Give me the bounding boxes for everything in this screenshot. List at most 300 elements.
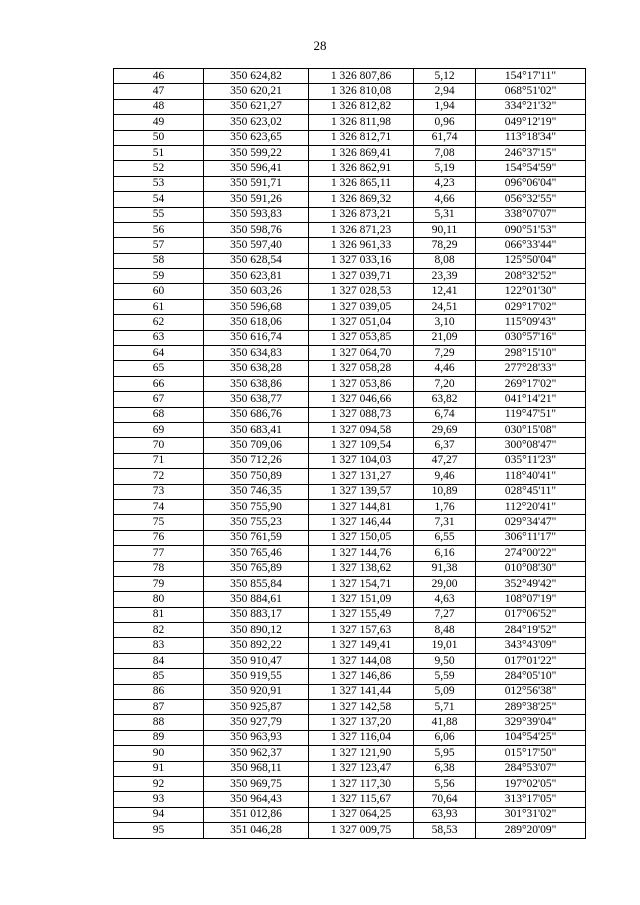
x-coordinate-cell: 350 638,86 bbox=[204, 376, 309, 391]
bearing-cell: 012°56'38" bbox=[476, 684, 586, 699]
y-coordinate-cell: 1 327 115,67 bbox=[309, 792, 414, 807]
bearing-cell: 035°11'23" bbox=[476, 453, 586, 468]
x-coordinate-cell: 350 628,54 bbox=[204, 253, 309, 268]
point-number-cell: 92 bbox=[114, 776, 204, 791]
point-number-cell: 72 bbox=[114, 469, 204, 484]
point-number-cell: 95 bbox=[114, 823, 204, 838]
y-coordinate-cell: 1 327 146,86 bbox=[309, 669, 414, 684]
table-row bbox=[114, 161, 586, 176]
table-row bbox=[114, 438, 586, 453]
y-coordinate-cell: 1 326 869,41 bbox=[309, 145, 414, 160]
distance-cell: 78,29 bbox=[414, 238, 476, 253]
bearing-cell: 277°28'33" bbox=[476, 361, 586, 376]
y-coordinate-cell: 1 327 104,03 bbox=[309, 453, 414, 468]
distance-cell: 6,74 bbox=[414, 407, 476, 422]
x-coordinate-cell: 350 596,41 bbox=[204, 161, 309, 176]
point-number-cell: 73 bbox=[114, 484, 204, 499]
x-coordinate-cell: 350 624,82 bbox=[204, 69, 309, 84]
y-coordinate-cell: 1 327 009,75 bbox=[309, 823, 414, 838]
bearing-cell: 284°19'52" bbox=[476, 623, 586, 638]
y-coordinate-cell: 1 327 144,81 bbox=[309, 499, 414, 514]
distance-cell: 63,82 bbox=[414, 392, 476, 407]
y-coordinate-cell: 1 327 150,05 bbox=[309, 530, 414, 545]
point-number-cell: 82 bbox=[114, 623, 204, 638]
y-coordinate-cell: 1 326 811,98 bbox=[309, 115, 414, 130]
bearing-cell: 029°17'02" bbox=[476, 299, 586, 314]
point-number-cell: 67 bbox=[114, 392, 204, 407]
distance-cell: 4,66 bbox=[414, 192, 476, 207]
distance-cell: 7,20 bbox=[414, 376, 476, 391]
y-coordinate-cell: 1 327 053,85 bbox=[309, 330, 414, 345]
distance-cell: 9,46 bbox=[414, 469, 476, 484]
bearing-cell: 125°50'04" bbox=[476, 253, 586, 268]
table-row bbox=[114, 222, 586, 237]
table-row bbox=[114, 592, 586, 607]
y-coordinate-cell: 1 326 961,33 bbox=[309, 238, 414, 253]
x-coordinate-cell: 350 623,81 bbox=[204, 269, 309, 284]
table-row bbox=[114, 407, 586, 422]
table-row bbox=[114, 576, 586, 591]
distance-cell: 7,27 bbox=[414, 607, 476, 622]
y-coordinate-cell: 1 327 123,47 bbox=[309, 761, 414, 776]
distance-cell: 5,19 bbox=[414, 161, 476, 176]
point-number-cell: 50 bbox=[114, 130, 204, 145]
table-row bbox=[114, 546, 586, 561]
bearing-cell: 017°06'52" bbox=[476, 607, 586, 622]
table-row bbox=[114, 84, 586, 99]
distance-cell: 7,31 bbox=[414, 515, 476, 530]
bearing-cell: 154°54'59" bbox=[476, 161, 586, 176]
x-coordinate-cell: 350 623,02 bbox=[204, 115, 309, 130]
y-coordinate-cell: 1 327 131,27 bbox=[309, 469, 414, 484]
y-coordinate-cell: 1 327 146,44 bbox=[309, 515, 414, 530]
table-row bbox=[114, 561, 586, 576]
point-number-cell: 63 bbox=[114, 330, 204, 345]
y-coordinate-cell: 1 326 807,86 bbox=[309, 69, 414, 84]
y-coordinate-cell: 1 326 810,08 bbox=[309, 84, 414, 99]
table-row bbox=[114, 653, 586, 668]
table-row bbox=[114, 807, 586, 822]
x-coordinate-cell: 350 712,26 bbox=[204, 453, 309, 468]
bearing-cell: 197°02'05" bbox=[476, 776, 586, 791]
bearing-cell: 154°17'11" bbox=[476, 69, 586, 84]
x-coordinate-cell: 350 616,74 bbox=[204, 330, 309, 345]
x-coordinate-cell: 350 969,75 bbox=[204, 776, 309, 791]
point-number-cell: 85 bbox=[114, 669, 204, 684]
x-coordinate-cell: 350 634,83 bbox=[204, 346, 309, 361]
bearing-cell: 113°18'34" bbox=[476, 130, 586, 145]
bearing-cell: 208°32'52" bbox=[476, 269, 586, 284]
distance-cell: 5,59 bbox=[414, 669, 476, 684]
table-row bbox=[114, 715, 586, 730]
y-coordinate-cell: 1 326 873,21 bbox=[309, 207, 414, 222]
bearing-cell: 338°07'07" bbox=[476, 207, 586, 222]
table-row bbox=[114, 469, 586, 484]
x-coordinate-cell: 350 618,06 bbox=[204, 315, 309, 330]
x-coordinate-cell: 350 591,26 bbox=[204, 192, 309, 207]
point-number-cell: 47 bbox=[114, 84, 204, 99]
y-coordinate-cell: 1 327 028,53 bbox=[309, 284, 414, 299]
y-coordinate-cell: 1 326 812,71 bbox=[309, 130, 414, 145]
bearing-cell: 343°43'09" bbox=[476, 638, 586, 653]
bearing-cell: 112°20'41" bbox=[476, 499, 586, 514]
table-row bbox=[114, 684, 586, 699]
y-coordinate-cell: 1 327 039,71 bbox=[309, 269, 414, 284]
point-number-cell: 60 bbox=[114, 284, 204, 299]
bearing-cell: 334°21'32" bbox=[476, 99, 586, 114]
y-coordinate-cell: 1 327 058,28 bbox=[309, 361, 414, 376]
distance-cell: 9,50 bbox=[414, 653, 476, 668]
bearing-cell: 301°31'02" bbox=[476, 807, 586, 822]
bearing-cell: 269°17'02" bbox=[476, 376, 586, 391]
distance-cell: 63,93 bbox=[414, 807, 476, 822]
x-coordinate-cell: 350 746,35 bbox=[204, 484, 309, 499]
x-coordinate-cell: 350 892,22 bbox=[204, 638, 309, 653]
distance-cell: 5,09 bbox=[414, 684, 476, 699]
point-number-cell: 78 bbox=[114, 561, 204, 576]
x-coordinate-cell: 350 765,89 bbox=[204, 561, 309, 576]
coordinates-table-body bbox=[114, 69, 586, 839]
bearing-cell: 118°40'41" bbox=[476, 469, 586, 484]
point-number-cell: 77 bbox=[114, 546, 204, 561]
table-row bbox=[114, 253, 586, 268]
point-number-cell: 66 bbox=[114, 376, 204, 391]
distance-cell: 5,56 bbox=[414, 776, 476, 791]
table-row bbox=[114, 422, 586, 437]
distance-cell: 5,31 bbox=[414, 207, 476, 222]
bearing-cell: 284°05'10" bbox=[476, 669, 586, 684]
distance-cell: 4,23 bbox=[414, 176, 476, 191]
x-coordinate-cell: 350 683,41 bbox=[204, 422, 309, 437]
y-coordinate-cell: 1 327 121,90 bbox=[309, 746, 414, 761]
y-coordinate-cell: 1 326 865,11 bbox=[309, 176, 414, 191]
bearing-cell: 015°17'50" bbox=[476, 746, 586, 761]
y-coordinate-cell: 1 326 869,32 bbox=[309, 192, 414, 207]
point-number-cell: 55 bbox=[114, 207, 204, 222]
x-coordinate-cell: 350 623,65 bbox=[204, 130, 309, 145]
y-coordinate-cell: 1 327 155,49 bbox=[309, 607, 414, 622]
distance-cell: 12,41 bbox=[414, 284, 476, 299]
point-number-cell: 68 bbox=[114, 407, 204, 422]
x-coordinate-cell: 350 963,93 bbox=[204, 730, 309, 745]
bearing-cell: 289°20'09" bbox=[476, 823, 586, 838]
y-coordinate-cell: 1 327 149,41 bbox=[309, 638, 414, 653]
point-number-cell: 86 bbox=[114, 684, 204, 699]
y-coordinate-cell: 1 327 144,76 bbox=[309, 546, 414, 561]
x-coordinate-cell: 350 621,27 bbox=[204, 99, 309, 114]
distance-cell: 3,10 bbox=[414, 315, 476, 330]
distance-cell: 41,88 bbox=[414, 715, 476, 730]
point-number-cell: 46 bbox=[114, 69, 204, 84]
table-row bbox=[114, 145, 586, 160]
point-number-cell: 65 bbox=[114, 361, 204, 376]
bearing-cell: 122°01'30" bbox=[476, 284, 586, 299]
x-coordinate-cell: 350 598,76 bbox=[204, 222, 309, 237]
bearing-cell: 056°32'55" bbox=[476, 192, 586, 207]
point-number-cell: 87 bbox=[114, 700, 204, 715]
distance-cell: 6,16 bbox=[414, 546, 476, 561]
point-number-cell: 58 bbox=[114, 253, 204, 268]
distance-cell: 21,09 bbox=[414, 330, 476, 345]
distance-cell: 91,38 bbox=[414, 561, 476, 576]
table-row bbox=[114, 776, 586, 791]
point-number-cell: 94 bbox=[114, 807, 204, 822]
bearing-cell: 041°14'21" bbox=[476, 392, 586, 407]
x-coordinate-cell: 350 927,79 bbox=[204, 715, 309, 730]
bearing-cell: 104°54'25" bbox=[476, 730, 586, 745]
point-number-cell: 64 bbox=[114, 346, 204, 361]
x-coordinate-cell: 350 919,55 bbox=[204, 669, 309, 684]
y-coordinate-cell: 1 327 053,86 bbox=[309, 376, 414, 391]
bearing-cell: 017°01'22" bbox=[476, 653, 586, 668]
bearing-cell: 246°37'15" bbox=[476, 145, 586, 160]
x-coordinate-cell: 350 596,68 bbox=[204, 299, 309, 314]
bearing-cell: 030°15'08" bbox=[476, 422, 586, 437]
x-coordinate-cell: 350 925,87 bbox=[204, 700, 309, 715]
x-coordinate-cell: 350 597,40 bbox=[204, 238, 309, 253]
bearing-cell: 313°17'05" bbox=[476, 792, 586, 807]
bearing-cell: 289°38'25" bbox=[476, 700, 586, 715]
distance-cell: 5,95 bbox=[414, 746, 476, 761]
table-row bbox=[114, 238, 586, 253]
x-coordinate-cell: 350 755,90 bbox=[204, 499, 309, 514]
distance-cell: 1,94 bbox=[414, 99, 476, 114]
bearing-cell: 049°12'19" bbox=[476, 115, 586, 130]
table-row bbox=[114, 315, 586, 330]
table-row bbox=[114, 99, 586, 114]
distance-cell: 19,01 bbox=[414, 638, 476, 653]
y-coordinate-cell: 1 327 139,57 bbox=[309, 484, 414, 499]
table-row bbox=[114, 361, 586, 376]
point-number-cell: 61 bbox=[114, 299, 204, 314]
table-row bbox=[114, 346, 586, 361]
point-number-cell: 89 bbox=[114, 730, 204, 745]
x-coordinate-cell: 350 765,46 bbox=[204, 546, 309, 561]
point-number-cell: 70 bbox=[114, 438, 204, 453]
distance-cell: 24,51 bbox=[414, 299, 476, 314]
point-number-cell: 52 bbox=[114, 161, 204, 176]
x-coordinate-cell: 350 750,89 bbox=[204, 469, 309, 484]
bearing-cell: 090°51'53" bbox=[476, 222, 586, 237]
table-row bbox=[114, 623, 586, 638]
table-row bbox=[114, 746, 586, 761]
point-number-cell: 56 bbox=[114, 222, 204, 237]
x-coordinate-cell: 350 599,22 bbox=[204, 145, 309, 160]
y-coordinate-cell: 1 326 862,91 bbox=[309, 161, 414, 176]
point-number-cell: 53 bbox=[114, 176, 204, 191]
point-number-cell: 79 bbox=[114, 576, 204, 591]
bearing-cell: 352°49'42" bbox=[476, 576, 586, 591]
table-row bbox=[114, 669, 586, 684]
y-coordinate-cell: 1 327 088,73 bbox=[309, 407, 414, 422]
table-row bbox=[114, 484, 586, 499]
table-row bbox=[114, 607, 586, 622]
point-number-cell: 91 bbox=[114, 761, 204, 776]
y-coordinate-cell: 1 327 151,09 bbox=[309, 592, 414, 607]
y-coordinate-cell: 1 326 812,82 bbox=[309, 99, 414, 114]
distance-cell: 8,08 bbox=[414, 253, 476, 268]
table-row bbox=[114, 761, 586, 776]
table-row bbox=[114, 115, 586, 130]
distance-cell: 2,94 bbox=[414, 84, 476, 99]
distance-cell: 29,00 bbox=[414, 576, 476, 591]
table-row bbox=[114, 207, 586, 222]
y-coordinate-cell: 1 327 138,62 bbox=[309, 561, 414, 576]
distance-cell: 70,64 bbox=[414, 792, 476, 807]
distance-cell: 6,37 bbox=[414, 438, 476, 453]
x-coordinate-cell: 350 593,83 bbox=[204, 207, 309, 222]
bearing-cell: 066°33'44" bbox=[476, 238, 586, 253]
x-coordinate-cell: 350 591,71 bbox=[204, 176, 309, 191]
x-coordinate-cell: 350 964,43 bbox=[204, 792, 309, 807]
table-row bbox=[114, 700, 586, 715]
y-coordinate-cell: 1 327 064,25 bbox=[309, 807, 414, 822]
table-row bbox=[114, 792, 586, 807]
point-number-cell: 93 bbox=[114, 792, 204, 807]
distance-cell: 58,53 bbox=[414, 823, 476, 838]
distance-cell: 23,39 bbox=[414, 269, 476, 284]
point-number-cell: 75 bbox=[114, 515, 204, 530]
y-coordinate-cell: 1 327 154,71 bbox=[309, 576, 414, 591]
table-row bbox=[114, 284, 586, 299]
x-coordinate-cell: 350 620,21 bbox=[204, 84, 309, 99]
point-number-cell: 51 bbox=[114, 145, 204, 160]
table-row bbox=[114, 176, 586, 191]
table-row bbox=[114, 530, 586, 545]
table-row bbox=[114, 269, 586, 284]
distance-cell: 4,46 bbox=[414, 361, 476, 376]
table-row bbox=[114, 299, 586, 314]
y-coordinate-cell: 1 326 871,23 bbox=[309, 222, 414, 237]
x-coordinate-cell: 350 890,12 bbox=[204, 623, 309, 638]
table-row bbox=[114, 376, 586, 391]
x-coordinate-cell: 350 709,06 bbox=[204, 438, 309, 453]
distance-cell: 6,55 bbox=[414, 530, 476, 545]
bearing-cell: 010°08'30" bbox=[476, 561, 586, 576]
table-row bbox=[114, 823, 586, 838]
y-coordinate-cell: 1 327 046,66 bbox=[309, 392, 414, 407]
x-coordinate-cell: 350 755,23 bbox=[204, 515, 309, 530]
table-row bbox=[114, 192, 586, 207]
distance-cell: 1,76 bbox=[414, 499, 476, 514]
point-number-cell: 90 bbox=[114, 746, 204, 761]
x-coordinate-cell: 350 910,47 bbox=[204, 653, 309, 668]
y-coordinate-cell: 1 327 142,58 bbox=[309, 700, 414, 715]
table-row bbox=[114, 392, 586, 407]
point-number-cell: 84 bbox=[114, 653, 204, 668]
x-coordinate-cell: 350 962,37 bbox=[204, 746, 309, 761]
distance-cell: 61,74 bbox=[414, 130, 476, 145]
bearing-cell: 030°57'16" bbox=[476, 330, 586, 345]
y-coordinate-cell: 1 327 109,54 bbox=[309, 438, 414, 453]
x-coordinate-cell: 350 884,61 bbox=[204, 592, 309, 607]
x-coordinate-cell: 350 638,77 bbox=[204, 392, 309, 407]
distance-cell: 7,29 bbox=[414, 346, 476, 361]
distance-cell: 47,27 bbox=[414, 453, 476, 468]
point-number-cell: 88 bbox=[114, 715, 204, 730]
y-coordinate-cell: 1 327 051,04 bbox=[309, 315, 414, 330]
distance-cell: 0,96 bbox=[414, 115, 476, 130]
point-number-cell: 76 bbox=[114, 530, 204, 545]
page-number: 28 bbox=[313, 38, 327, 53]
bearing-cell: 028°45'11" bbox=[476, 484, 586, 499]
y-coordinate-cell: 1 327 144,08 bbox=[309, 653, 414, 668]
point-number-cell: 59 bbox=[114, 269, 204, 284]
bearing-cell: 115°09'43" bbox=[476, 315, 586, 330]
distance-cell: 10,89 bbox=[414, 484, 476, 499]
x-coordinate-cell: 350 920,91 bbox=[204, 684, 309, 699]
point-number-cell: 69 bbox=[114, 422, 204, 437]
table-row bbox=[114, 515, 586, 530]
distance-cell: 8,48 bbox=[414, 623, 476, 638]
x-coordinate-cell: 350 855,84 bbox=[204, 576, 309, 591]
y-coordinate-cell: 1 327 064,70 bbox=[309, 346, 414, 361]
point-number-cell: 54 bbox=[114, 192, 204, 207]
bearing-cell: 119°47'51" bbox=[476, 407, 586, 422]
table-row bbox=[114, 730, 586, 745]
y-coordinate-cell: 1 327 117,30 bbox=[309, 776, 414, 791]
x-coordinate-cell: 351 046,28 bbox=[204, 823, 309, 838]
point-number-cell: 81 bbox=[114, 607, 204, 622]
distance-cell: 5,71 bbox=[414, 700, 476, 715]
table-row bbox=[114, 638, 586, 653]
bearing-cell: 300°08'47" bbox=[476, 438, 586, 453]
x-coordinate-cell: 350 638,28 bbox=[204, 361, 309, 376]
bearing-cell: 284°53'07" bbox=[476, 761, 586, 776]
point-number-cell: 74 bbox=[114, 499, 204, 514]
table-row bbox=[114, 453, 586, 468]
distance-cell: 29,69 bbox=[414, 422, 476, 437]
bearing-cell: 108°07'19" bbox=[476, 592, 586, 607]
y-coordinate-cell: 1 327 116,04 bbox=[309, 730, 414, 745]
distance-cell: 7,08 bbox=[414, 145, 476, 160]
distance-cell: 90,11 bbox=[414, 222, 476, 237]
table-row bbox=[114, 330, 586, 345]
distance-cell: 4,63 bbox=[414, 592, 476, 607]
point-number-cell: 48 bbox=[114, 99, 204, 114]
x-coordinate-cell: 350 883,17 bbox=[204, 607, 309, 622]
table-row bbox=[114, 499, 586, 514]
bearing-cell: 029°34'47" bbox=[476, 515, 586, 530]
point-number-cell: 62 bbox=[114, 315, 204, 330]
distance-cell: 6,38 bbox=[414, 761, 476, 776]
bearing-cell: 096°06'04" bbox=[476, 176, 586, 191]
x-coordinate-cell: 350 761,59 bbox=[204, 530, 309, 545]
y-coordinate-cell: 1 327 157,63 bbox=[309, 623, 414, 638]
point-number-cell: 83 bbox=[114, 638, 204, 653]
point-number-cell: 80 bbox=[114, 592, 204, 607]
y-coordinate-cell: 1 327 033,16 bbox=[309, 253, 414, 268]
y-coordinate-cell: 1 327 094,58 bbox=[309, 422, 414, 437]
y-coordinate-cell: 1 327 039,05 bbox=[309, 299, 414, 314]
x-coordinate-cell: 351 012,86 bbox=[204, 807, 309, 822]
table-row bbox=[114, 130, 586, 145]
bearing-cell: 298°15'10" bbox=[476, 346, 586, 361]
distance-cell: 6,06 bbox=[414, 730, 476, 745]
y-coordinate-cell: 1 327 141,44 bbox=[309, 684, 414, 699]
x-coordinate-cell: 350 968,11 bbox=[204, 761, 309, 776]
coordinates-table bbox=[113, 68, 586, 839]
point-number-cell: 57 bbox=[114, 238, 204, 253]
bearing-cell: 306°11'17" bbox=[476, 530, 586, 545]
distance-cell: 5,12 bbox=[414, 69, 476, 84]
table-row bbox=[114, 69, 586, 84]
point-number-cell: 71 bbox=[114, 453, 204, 468]
point-number-cell: 49 bbox=[114, 115, 204, 130]
y-coordinate-cell: 1 327 137,20 bbox=[309, 715, 414, 730]
x-coordinate-cell: 350 686,76 bbox=[204, 407, 309, 422]
x-coordinate-cell: 350 603,26 bbox=[204, 284, 309, 299]
